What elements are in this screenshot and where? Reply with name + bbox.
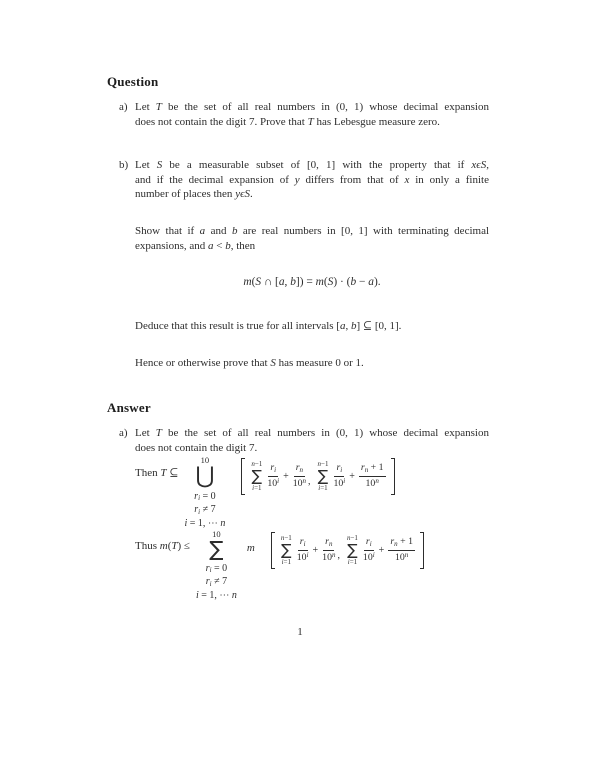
sum-lower-limits: [196, 562, 237, 603]
item-label-a: a): [119, 427, 128, 439]
close-bracket-icon: [391, 458, 395, 495]
union-lower-limits: [184, 490, 225, 531]
text-line: Let S be a measurable subset of [0, 1] with the property that if xϵS,: [135, 159, 489, 171]
sum-operator: [251, 460, 262, 493]
plus-sign: +: [378, 545, 385, 556]
then-formula-row: [135, 456, 395, 531]
union-upper-limit: 10: [200, 455, 210, 465]
interval-content: [245, 458, 390, 495]
limit-line: $r_i = 0$: [205, 562, 228, 574]
thus-formula-row: [135, 530, 424, 603]
text-line: Hence or otherwise prove that S has measure 0 or 1.: [135, 357, 364, 369]
interval-expression: [271, 532, 424, 569]
sum-upper-limit: n−1: [251, 460, 263, 468]
sum-operator: n−1 ∑ i=1: [346, 534, 358, 567]
sum-operator: n−1 ∑ i=1: [280, 534, 292, 567]
limit-line: $r_i \ne 7$: [205, 576, 228, 588]
fraction-ri: $\frac{r_i}{10^i}$: [333, 462, 346, 489]
interval-expression: [241, 458, 394, 495]
item-text: [135, 101, 489, 130]
comma: ,: [308, 476, 311, 487]
item-text: [135, 159, 489, 203]
fraction-ri: $\frac{r_i}{10^i}$: [362, 536, 375, 563]
sum-upper-limit: 10: [212, 529, 221, 539]
hence-paragraph: [135, 357, 489, 372]
question-heading: Question: [107, 74, 159, 89]
text-line: Deduce that this result is true for all intervals [a, b] ⊆ [0, 1].: [135, 320, 402, 332]
answer-heading: Answer: [107, 400, 151, 415]
limit-line: $r_i = 0$: [194, 490, 216, 502]
sigma-icon: ∑: [281, 540, 292, 559]
interval-content: [275, 532, 420, 569]
question-item-b: [119, 159, 499, 203]
page-number: 1: [297, 626, 303, 638]
plus-sign: +: [349, 471, 355, 482]
show-paragraph: [135, 225, 489, 254]
fraction-ri: $\frac{r_i}{10^i}$: [267, 462, 280, 489]
text-line: Let T be the set of all real numbers in (0, 1) whose decimal expansion: [135, 101, 489, 113]
plus-sign: +: [312, 545, 319, 556]
item-label-b: b): [119, 159, 129, 171]
sigma-icon: ∑: [347, 540, 358, 559]
text-line: and if the decimal expansion of y differs from that of x in only a finite: [135, 173, 489, 186]
fraction-rn-plus-1: $\frac{r_n + 1}{10^n}$: [390, 536, 413, 563]
text-line: number of places then yϵS.: [135, 188, 253, 201]
sum-operator: n−1 ∑ i=1: [317, 460, 329, 493]
text-line: Let T be the set of all real numbers in (0, 1) whose decimal expansion: [135, 427, 489, 439]
deduce-paragraph: [135, 319, 489, 334]
sum-operator-big: [196, 530, 237, 603]
measure-m: m: [246, 542, 255, 554]
union-icon: ⋃: [195, 462, 215, 489]
question-item-a: [119, 101, 499, 130]
item-text: [135, 427, 489, 456]
then-intro: Then T ⊆: [135, 467, 179, 479]
thus-intro: Thus m(T) ≤: [135, 540, 190, 552]
limit-line: $r_i \ne 7$: [194, 504, 216, 516]
union-operator: [184, 456, 225, 531]
display-equation: m(S ∩ [a, b]) = m(S) · (b − a).: [243, 276, 381, 288]
fraction-rn: $\frac{r_n}{10^n}$: [292, 462, 307, 489]
text-line: expansions, and a < b, then: [135, 239, 256, 252]
comma: ,: [337, 550, 340, 561]
close-bracket-icon: [420, 532, 424, 569]
sigma-icon: ∑: [209, 536, 224, 561]
limit-line: i = 1, ⋯ n: [195, 590, 237, 602]
plus-sign: +: [283, 471, 289, 482]
limit-line: i = 1, ⋯ n: [184, 518, 226, 530]
item-label-a: a): [119, 101, 128, 113]
fraction-ri: $\frac{r_i}{10^i}$: [296, 536, 309, 563]
answer-item-a: [119, 427, 499, 456]
text-line: does not contain the digit 7. Prove that T has Lebesgue measure zero.: [135, 115, 440, 128]
sigma-icon: ∑: [251, 466, 263, 485]
fraction-rn-plus-1: $\frac{r_n + 1}{10^n}$: [360, 462, 384, 489]
fraction-rn: $\frac{r_n}{10^n}$: [322, 536, 336, 563]
text-line: does not contain the digit 7.: [135, 441, 258, 454]
text-line: Show that if a and b are real numbers in [0, 1] with terminating decimal: [135, 225, 489, 237]
sum-lower-limit: i=1: [252, 484, 262, 493]
sigma-icon: ∑: [317, 466, 329, 485]
